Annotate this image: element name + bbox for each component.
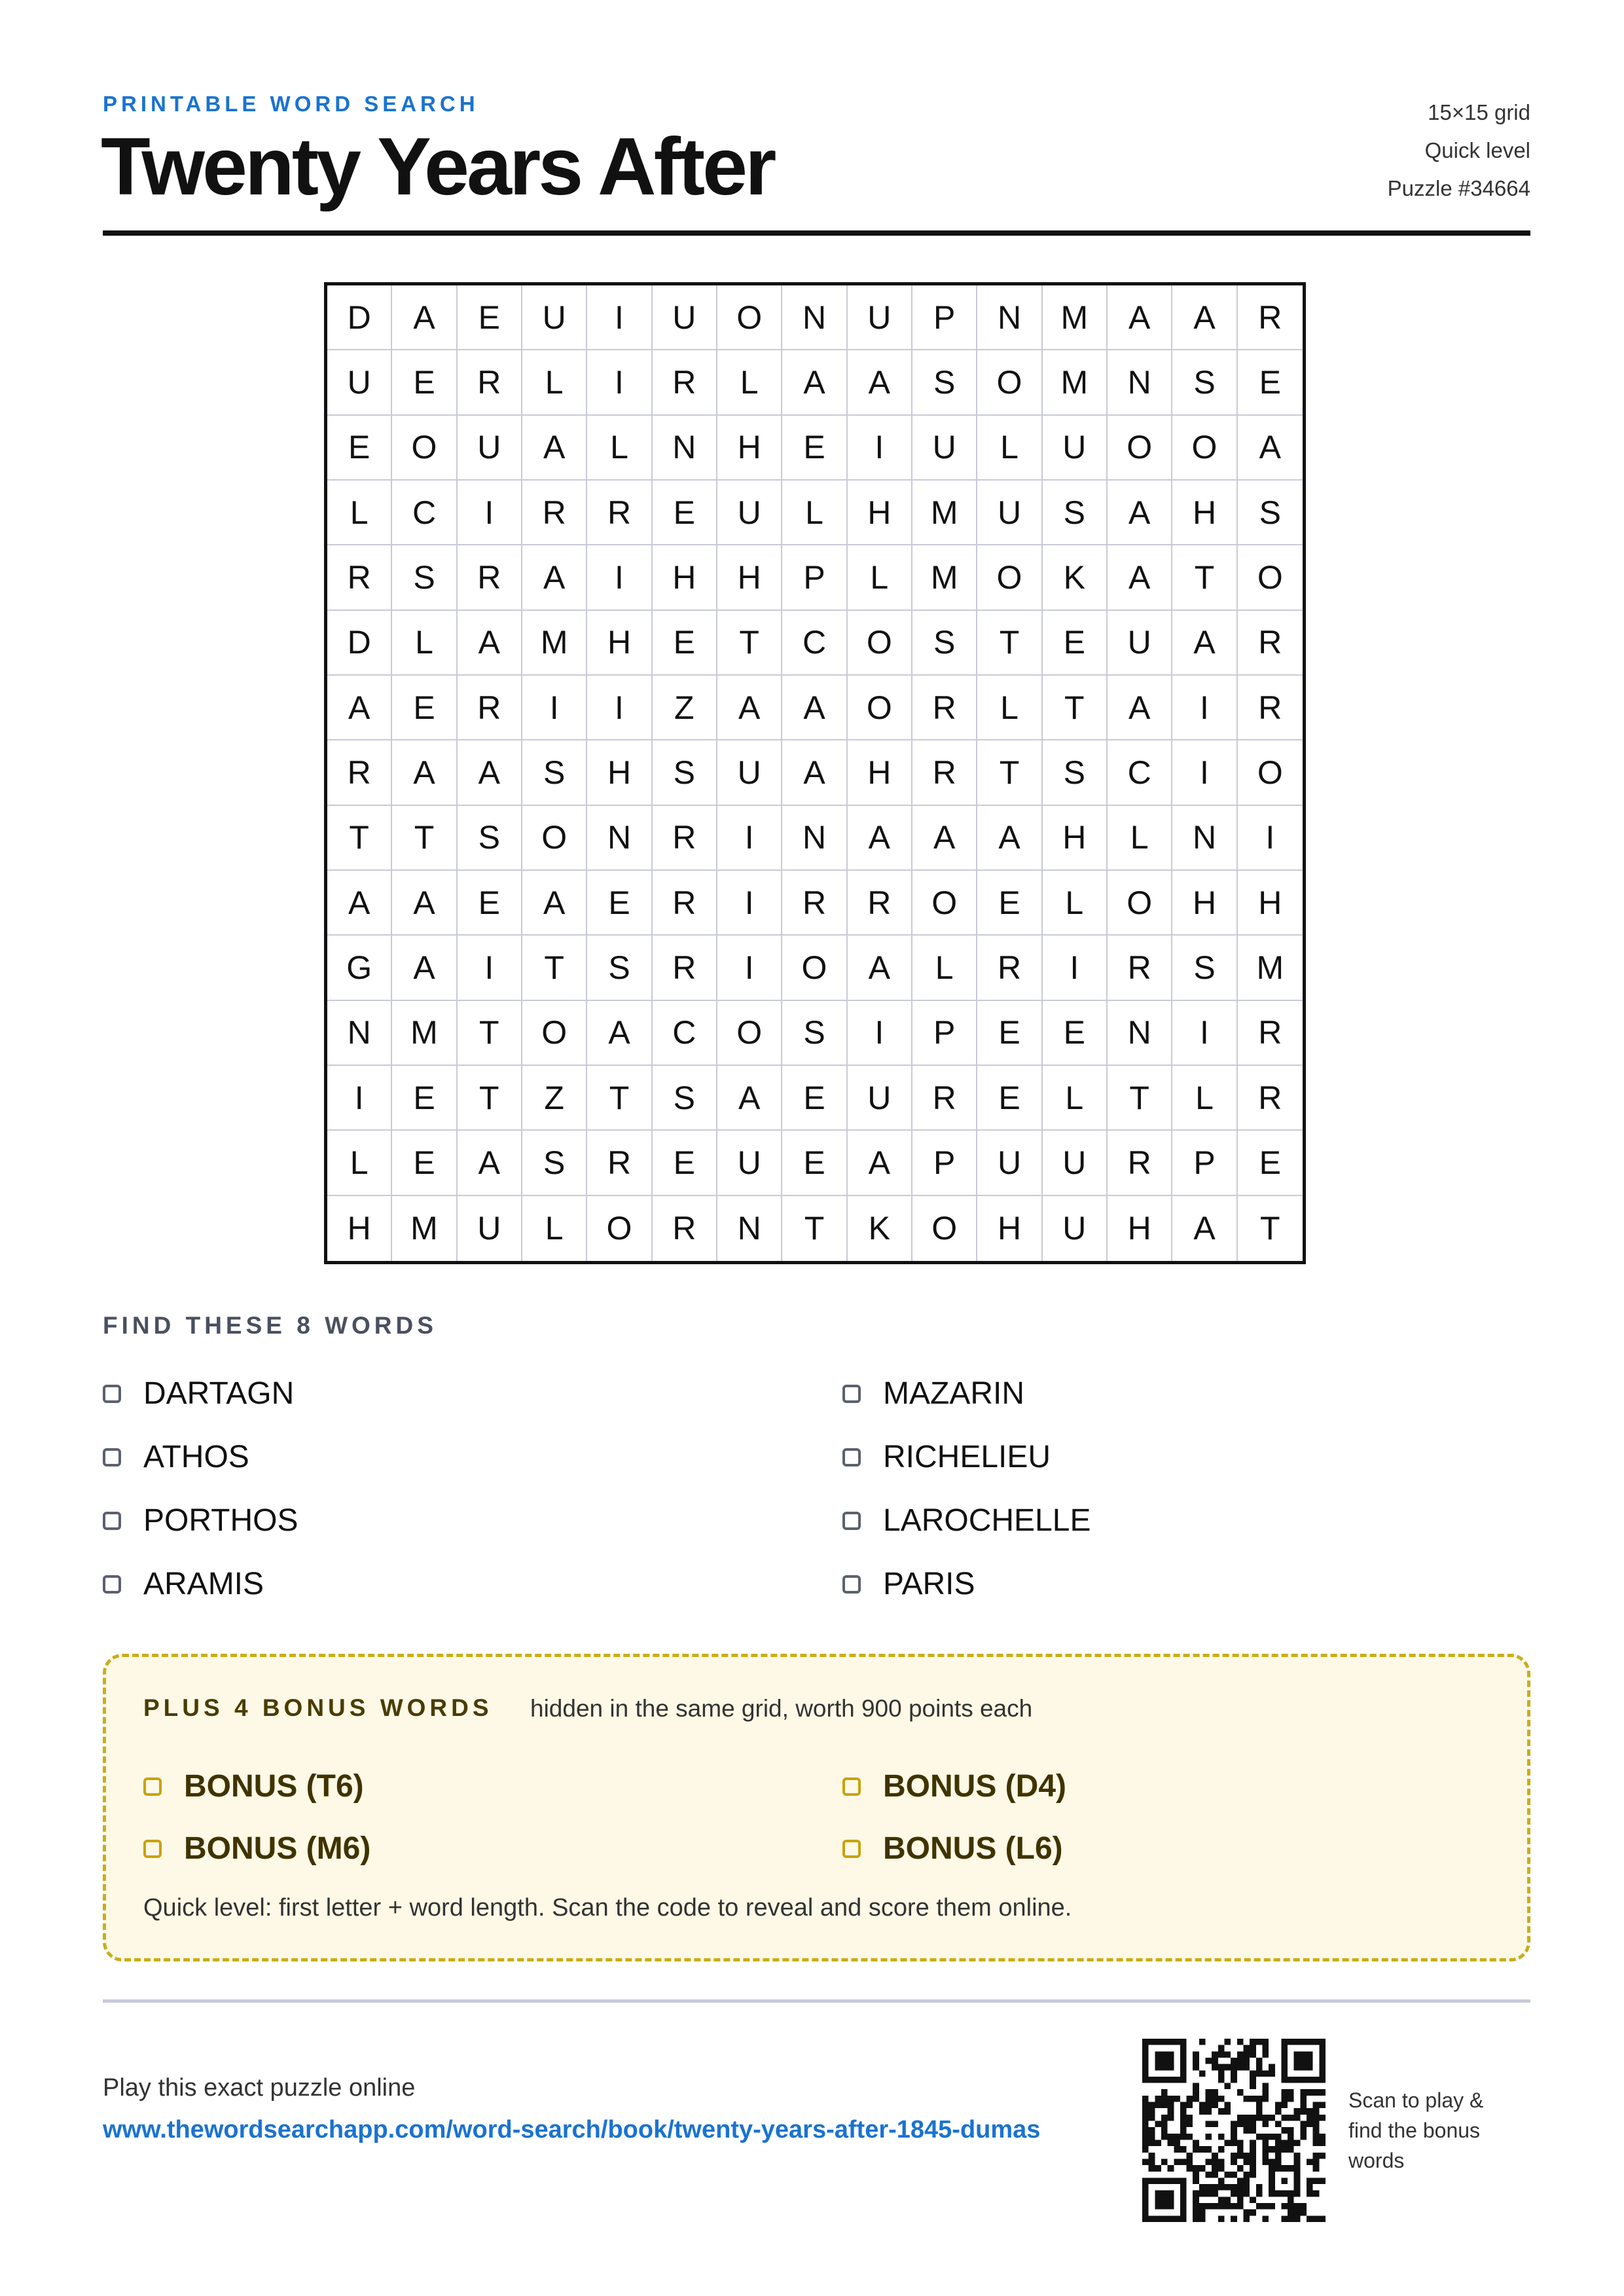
grid-cell[interactable]: S: [458, 806, 522, 871]
grid-cell[interactable]: A: [717, 676, 782, 740]
grid-cell[interactable]: I: [327, 1066, 392, 1131]
grid-cell[interactable]: R: [458, 545, 522, 610]
grid-cell[interactable]: P: [1172, 1131, 1237, 1195]
grid-cell[interactable]: I: [458, 936, 522, 1000]
grid-cell[interactable]: L: [848, 545, 912, 610]
grid-cell[interactable]: S: [392, 545, 457, 610]
checkbox-icon[interactable]: [842, 1840, 861, 1858]
grid-cell[interactable]: I: [848, 1001, 912, 1066]
word-label: RICHELIEU: [883, 1440, 1051, 1474]
grid-cell[interactable]: A: [522, 871, 587, 936]
grid-cell[interactable]: A: [522, 416, 587, 481]
word-item[interactable]: [842, 1489, 1530, 1552]
grid-cell[interactable]: H: [1172, 481, 1237, 545]
grid-cell[interactable]: O: [1108, 416, 1172, 481]
grid-cell[interactable]: E: [782, 1066, 847, 1131]
grid-cell[interactable]: O: [848, 611, 912, 676]
checkbox-icon[interactable]: [143, 1840, 162, 1858]
word-label: ATHOS: [143, 1440, 249, 1474]
grid-cell[interactable]: O: [848, 676, 912, 740]
grid-cell[interactable]: S: [653, 740, 717, 805]
grid-cell[interactable]: U: [522, 285, 587, 350]
grid-cell[interactable]: N: [587, 806, 652, 871]
grid-cell[interactable]: M: [1043, 285, 1108, 350]
grid-cell[interactable]: A: [717, 1066, 782, 1131]
grid-cell[interactable]: T: [327, 806, 392, 871]
grid-cell[interactable]: R: [327, 545, 392, 610]
grid-cell[interactable]: I: [717, 806, 782, 871]
grid-cell[interactable]: A: [458, 1131, 522, 1195]
grid-cell[interactable]: A: [782, 676, 847, 740]
grid-cell[interactable]: E: [1043, 1001, 1108, 1066]
grid-cell[interactable]: R: [912, 740, 977, 805]
word-label: DARTAGN: [143, 1376, 295, 1411]
grid-cell[interactable]: T: [977, 611, 1042, 676]
grid-cell[interactable]: R: [1238, 676, 1303, 740]
grid-cell[interactable]: C: [653, 1001, 717, 1066]
bonus-subheading: hidden in the same grid, worth 900 points each: [530, 1695, 1033, 1722]
grid-cell[interactable]: O: [717, 1001, 782, 1066]
grid-cell[interactable]: U: [1043, 416, 1108, 481]
grid-cell[interactable]: T: [392, 806, 457, 871]
bonus-word-list: [143, 1755, 1235, 1880]
word-label: LAROCHELLE: [883, 1503, 1091, 1538]
grid-cell[interactable]: E: [587, 871, 652, 936]
grid-cell[interactable]: H: [1238, 871, 1303, 936]
grid-cell[interactable]: A: [1108, 545, 1172, 610]
grid-cell[interactable]: H: [587, 611, 652, 676]
grid-cell[interactable]: E: [977, 1001, 1042, 1066]
grid-cell[interactable]: O: [717, 285, 782, 350]
grid-cell[interactable]: K: [1043, 545, 1108, 610]
qr-caption: Scan to play & find the bonus words: [1348, 2088, 1484, 2172]
grid-cell[interactable]: N: [653, 416, 717, 481]
grid-cell[interactable]: A: [1172, 611, 1237, 676]
grid-cell[interactable]: R: [1108, 936, 1172, 1000]
grid-cell[interactable]: H: [327, 1196, 392, 1261]
grid-cell[interactable]: T: [1108, 1066, 1172, 1131]
grid-cell[interactable]: N: [977, 285, 1042, 350]
grid-cell[interactable]: U: [848, 1066, 912, 1131]
grid-cell[interactable]: R: [327, 740, 392, 805]
grid-cell[interactable]: I: [717, 936, 782, 1000]
grid-cell[interactable]: U: [458, 1196, 522, 1261]
grid-cell[interactable]: G: [327, 936, 392, 1000]
grid-cell[interactable]: O: [587, 1196, 652, 1261]
grid-cell[interactable]: S: [522, 740, 587, 805]
grid-cell[interactable]: N: [1108, 1001, 1172, 1066]
grid-cell[interactable]: U: [977, 481, 1042, 545]
grid-cell[interactable]: I: [587, 676, 652, 740]
grid-cell[interactable]: R: [1238, 1001, 1303, 1066]
puzzle-meta: [1388, 94, 1530, 208]
grid-cell[interactable]: A: [912, 806, 977, 871]
grid-cell[interactable]: H: [1108, 1196, 1172, 1261]
grid-cell[interactable]: T: [782, 1196, 847, 1261]
grid-cell[interactable]: I: [848, 416, 912, 481]
grid-cell[interactable]: E: [458, 285, 522, 350]
grid-cell[interactable]: T: [458, 1066, 522, 1131]
grid-cell[interactable]: C: [1108, 740, 1172, 805]
grid-cell[interactable]: U: [1043, 1196, 1108, 1261]
grid-cell[interactable]: A: [1172, 1196, 1237, 1261]
checkbox-icon[interactable]: [842, 1777, 861, 1796]
grid-cell[interactable]: N: [327, 1001, 392, 1066]
grid-cell[interactable]: R: [782, 871, 847, 936]
grid-cell[interactable]: E: [392, 350, 457, 415]
word-item[interactable]: [842, 1552, 1530, 1616]
grid-cell[interactable]: R: [653, 936, 717, 1000]
grid-cell[interactable]: N: [782, 806, 847, 871]
grid-cell[interactable]: I: [587, 545, 652, 610]
grid-cell[interactable]: T: [1260, 1210, 1280, 1247]
grid-cell[interactable]: S: [782, 1001, 847, 1066]
grid-cell[interactable]: M: [522, 611, 587, 676]
grid-cell[interactable]: O: [522, 806, 587, 871]
word-item[interactable]: [103, 1425, 842, 1489]
checkbox-icon[interactable]: [103, 1575, 121, 1594]
grid-cell[interactable]: R: [653, 871, 717, 936]
word-item[interactable]: [103, 1489, 842, 1552]
grid-cell[interactable]: R: [653, 1196, 717, 1261]
checkbox-icon[interactable]: [103, 1512, 121, 1530]
grid-cell[interactable]: U: [1108, 611, 1172, 676]
grid-cell[interactable]: S: [912, 350, 977, 415]
grid-cell[interactable]: L: [587, 416, 652, 481]
grid-cell[interactable]: E: [458, 871, 522, 936]
grid-cell[interactable]: P: [912, 1001, 977, 1066]
grid-cell[interactable]: N: [717, 1196, 782, 1261]
grid-cell[interactable]: E: [327, 416, 392, 481]
grid-cell[interactable]: N: [1172, 806, 1237, 871]
checkbox-icon[interactable]: [842, 1385, 861, 1403]
grid-cell[interactable]: A: [522, 545, 587, 610]
grid-cell[interactable]: L: [1172, 1066, 1237, 1131]
grid-cell[interactable]: E: [1238, 1131, 1303, 1195]
grid-cell[interactable]: H: [1172, 871, 1237, 936]
grid-cell[interactable]: O: [392, 416, 457, 481]
grid-cell[interactable]: L: [1108, 806, 1172, 871]
grid-cell[interactable]: A: [1238, 416, 1303, 481]
grid-cell[interactable]: A: [848, 350, 912, 415]
grid-cell[interactable]: A: [392, 871, 457, 936]
grid-cell[interactable]: A: [392, 740, 457, 805]
grid-cell[interactable]: L: [392, 611, 457, 676]
bonus-item[interactable]: [842, 1755, 1235, 1817]
grid-cell[interactable]: L: [977, 416, 1042, 481]
grid-cell[interactable]: A: [587, 1001, 652, 1066]
grid-cell[interactable]: C: [782, 611, 847, 676]
grid-cell[interactable]: S: [522, 1131, 587, 1195]
grid-cell[interactable]: A: [848, 936, 912, 1000]
checkbox-icon[interactable]: [842, 1512, 861, 1530]
grid-cell[interactable]: R: [1238, 1066, 1303, 1131]
grid-cell[interactable]: I: [522, 676, 587, 740]
checkbox-icon[interactable]: [103, 1385, 121, 1403]
bonus-item[interactable]: [143, 1817, 842, 1880]
grid-cell[interactable]: O: [977, 350, 1042, 415]
grid-cell[interactable]: O: [977, 545, 1042, 610]
grid-cell[interactable]: M: [392, 1196, 457, 1261]
grid-cell[interactable]: A: [458, 740, 522, 805]
grid-cell[interactable]: A: [1108, 676, 1172, 740]
grid-cell[interactable]: A: [327, 871, 392, 936]
grid-cell[interactable]: I: [1043, 936, 1108, 1000]
grid-cell[interactable]: E: [782, 1131, 847, 1195]
page-title: Twenty Years After: [101, 122, 774, 212]
grid-cell[interactable]: T: [458, 1001, 522, 1066]
word-label: PARIS: [883, 1567, 975, 1601]
checkbox-icon[interactable]: [143, 1777, 162, 1796]
grid-cell[interactable]: O: [912, 1196, 977, 1261]
grid-cell[interactable]: Z: [522, 1066, 587, 1131]
bonus-item[interactable]: [143, 1755, 842, 1817]
grid-cell[interactable]: L: [912, 936, 977, 1000]
grid-cell[interactable]: O: [1172, 416, 1237, 481]
grid-cell[interactable]: U: [717, 740, 782, 805]
grid-cell[interactable]: U: [458, 416, 522, 481]
grid-cell[interactable]: I: [587, 285, 652, 350]
grid-cell[interactable]: H: [848, 740, 912, 805]
grid-cell[interactable]: R: [653, 806, 717, 871]
word-label: MAZARIN: [883, 1376, 1024, 1411]
checkbox-icon[interactable]: [103, 1448, 121, 1467]
grid-cell[interactable]: O: [522, 1001, 587, 1066]
grid-cell[interactable]: T: [1172, 545, 1237, 610]
grid-cell[interactable]: S: [1172, 936, 1237, 1000]
bonus-label: BONUS (M6): [184, 1831, 371, 1866]
grid-cell[interactable]: U: [717, 481, 782, 545]
grid-cell[interactable]: N: [782, 285, 847, 350]
grid-cell[interactable]: I: [1172, 1001, 1237, 1066]
grid-cell[interactable]: S: [653, 1066, 717, 1131]
grid-cell[interactable]: T: [1043, 676, 1108, 740]
grid-cell[interactable]: H: [717, 545, 782, 610]
qr-code-icon[interactable]: [1142, 2039, 1326, 2222]
grid-cell[interactable]: T: [717, 611, 782, 676]
checkbox-icon[interactable]: [842, 1575, 861, 1594]
grid-cell[interactable]: M: [1238, 936, 1303, 1000]
grid-cell[interactable]: T: [522, 936, 587, 1000]
grid-cell[interactable]: E: [653, 481, 717, 545]
bonus-note: Quick level: first letter + word length. Scan the code to reveal and score them online.: [143, 1894, 1072, 1922]
grid-cell[interactable]: A: [977, 806, 1042, 871]
grid-cell[interactable]: R: [522, 481, 587, 545]
grid-cell[interactable]: U: [717, 1131, 782, 1195]
grid-cell[interactable]: R: [458, 676, 522, 740]
grid-cell[interactable]: L: [1043, 871, 1108, 936]
grid-cell[interactable]: L: [522, 1196, 587, 1261]
grid-cell[interactable]: N: [1108, 350, 1172, 415]
puzzle-link[interactable]: www.thewordsearchapp.com/word-search/book/twenty-years-after-1845-dumas: [103, 2116, 1041, 2143]
grid-cell[interactable]: M: [912, 481, 977, 545]
grid-cell[interactable]: A: [848, 1131, 912, 1195]
grid-cell[interactable]: E: [1238, 350, 1303, 415]
grid-cell[interactable]: I: [587, 350, 652, 415]
grid-cell[interactable]: R: [1238, 611, 1303, 676]
grid-cell[interactable]: S: [912, 611, 977, 676]
grid-cell[interactable]: E: [653, 611, 717, 676]
grid-cell[interactable]: U: [912, 416, 977, 481]
header-divider: [103, 230, 1530, 236]
grid-cell[interactable]: A: [392, 285, 457, 350]
grid-cell[interactable]: E: [977, 871, 1042, 936]
grid-cell[interactable]: H: [1043, 806, 1108, 871]
grid-cell[interactable]: O: [912, 871, 977, 936]
word-item[interactable]: [842, 1362, 1530, 1425]
grid-cell[interactable]: P: [912, 285, 977, 350]
grid-cell[interactable]: L: [522, 350, 587, 415]
grid-cell[interactable]: P: [912, 1131, 977, 1195]
grid-cell[interactable]: L: [717, 350, 782, 415]
bonus-label: BONUS (D4): [883, 1769, 1067, 1804]
grid-cell[interactable]: Z: [653, 676, 717, 740]
grid-cell[interactable]: R: [1108, 1131, 1172, 1195]
grid-cell[interactable]: O: [1238, 545, 1303, 610]
grid-cell[interactable]: O: [782, 936, 847, 1000]
grid-cell[interactable]: A: [1108, 285, 1172, 350]
grid-cell[interactable]: A: [458, 611, 522, 676]
grid-cell[interactable]: S: [587, 936, 652, 1000]
grid-cell[interactable]: L: [327, 481, 392, 545]
word-list: [103, 1362, 1530, 1616]
level-label: Quick level: [1424, 138, 1530, 162]
grid-cell[interactable]: U: [653, 285, 717, 350]
grid-cell[interactable]: D: [327, 611, 392, 676]
grid-cell[interactable]: U: [327, 350, 392, 415]
grid-cell[interactable]: D: [327, 285, 392, 350]
grid-cell[interactable]: I: [1172, 676, 1237, 740]
checkbox-icon[interactable]: [842, 1448, 861, 1467]
grid-cell[interactable]: T: [977, 740, 1042, 805]
grid-cell[interactable]: I: [1172, 740, 1237, 805]
grid-cell[interactable]: M: [392, 1001, 457, 1066]
grid-cell[interactable]: K: [848, 1196, 912, 1261]
grid-cell[interactable]: C: [392, 481, 457, 545]
grid-cell[interactable]: H: [848, 481, 912, 545]
grid-cell[interactable]: M: [912, 545, 977, 610]
grid-cell[interactable]: S: [1172, 350, 1237, 415]
grid-cell[interactable]: U: [1043, 1131, 1108, 1195]
grid-cell[interactable]: I: [458, 481, 522, 545]
grid-cell[interactable]: I: [1238, 806, 1303, 871]
grid-cell[interactable]: O: [1238, 740, 1303, 805]
grid-cell[interactable]: A: [782, 740, 847, 805]
grid-cell[interactable]: L: [1043, 1066, 1108, 1131]
grid-cell[interactable]: L: [782, 481, 847, 545]
bonus-label: BONUS (L6): [883, 1831, 1063, 1866]
grid-cell[interactable]: A: [327, 676, 392, 740]
grid-cell[interactable]: P: [782, 545, 847, 610]
grid-cell[interactable]: E: [977, 1066, 1042, 1131]
letter-grid: [324, 282, 1306, 1264]
grid-cell[interactable]: T: [587, 1066, 652, 1131]
grid-cell[interactable]: L: [977, 676, 1042, 740]
grid-cell[interactable]: R: [458, 350, 522, 415]
grid-cell[interactable]: H: [653, 545, 717, 610]
grid-cell[interactable]: H: [717, 416, 782, 481]
grid-cell[interactable]: E: [1043, 611, 1108, 676]
grid-cell[interactable]: R: [912, 676, 977, 740]
word-item[interactable]: [842, 1425, 1530, 1489]
grid-cell[interactable]: S: [1238, 481, 1303, 545]
bonus-heading: PLUS 4 BONUS WORDS: [143, 1694, 493, 1721]
grid-cell[interactable]: R: [912, 1066, 977, 1131]
word-item[interactable]: [103, 1552, 842, 1616]
grid-cell[interactable]: H: [977, 1196, 1042, 1261]
eyebrow-label: PRINTABLE WORD SEARCH: [103, 92, 479, 116]
word-item[interactable]: [103, 1362, 842, 1425]
grid-cell[interactable]: O: [1108, 871, 1172, 936]
grid-cell[interactable]: A: [848, 806, 912, 871]
grid-cell[interactable]: A: [782, 350, 847, 415]
grid-cell[interactable]: A: [1172, 285, 1237, 350]
word-label: PORTHOS: [143, 1503, 298, 1538]
grid-cell[interactable]: S: [1043, 481, 1108, 545]
puzzle-id-label: Puzzle #34664: [1387, 176, 1530, 200]
footer-divider: [103, 1999, 1530, 2003]
grid-cell[interactable]: U: [848, 285, 912, 350]
bonus-panel: [103, 1654, 1530, 1961]
grid-cell[interactable]: E: [392, 676, 457, 740]
grid-cell[interactable]: E: [392, 1066, 457, 1131]
grid-cell[interactable]: E: [392, 1131, 457, 1195]
grid-cell[interactable]: M: [1043, 350, 1108, 415]
grid-cell[interactable]: R: [587, 481, 652, 545]
grid-cell[interactable]: A: [392, 936, 457, 1000]
grid-size-label: 15×15 grid: [1428, 100, 1530, 124]
bonus-label: BONUS (T6): [184, 1769, 364, 1804]
grid-cell[interactable]: U: [977, 1131, 1042, 1195]
grid-cell[interactable]: R: [848, 871, 912, 936]
grid-cell[interactable]: H: [587, 740, 652, 805]
play-online-label: Play this exact puzzle online: [103, 2074, 416, 2102]
grid-cell[interactable]: E: [782, 416, 847, 481]
word-label: ARAMIS: [143, 1567, 264, 1601]
grid-cell[interactable]: S: [1043, 740, 1108, 805]
grid-cell[interactable]: I: [717, 871, 782, 936]
find-words-heading: FIND THESE 8 WORDS: [103, 1312, 437, 1339]
grid-cell[interactable]: R: [977, 936, 1042, 1000]
grid-cell[interactable]: A: [1108, 481, 1172, 545]
grid-cell[interactable]: R: [653, 350, 717, 415]
bonus-item[interactable]: [842, 1817, 1235, 1880]
grid-cell[interactable]: L: [327, 1131, 392, 1195]
grid-cell[interactable]: R: [1238, 285, 1303, 350]
grid-cell[interactable]: R: [587, 1131, 652, 1195]
grid-cell[interactable]: E: [653, 1131, 717, 1195]
